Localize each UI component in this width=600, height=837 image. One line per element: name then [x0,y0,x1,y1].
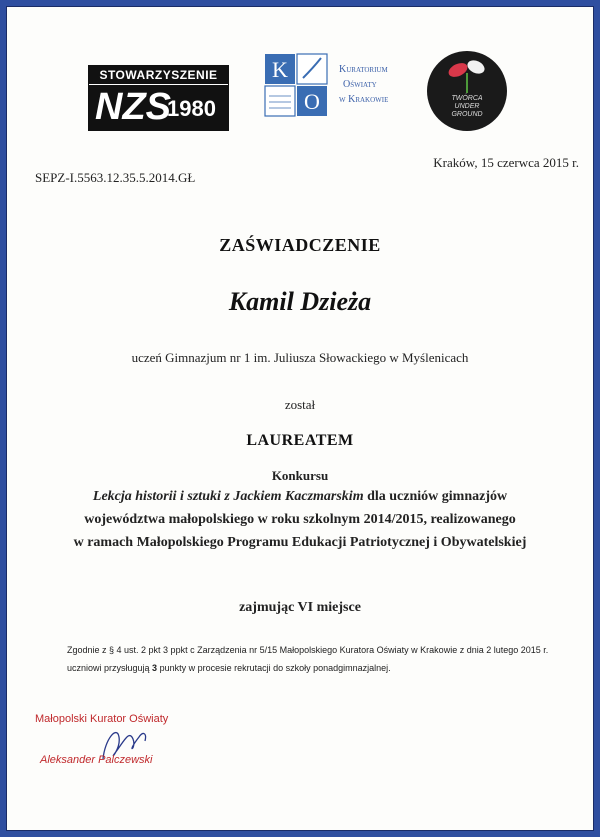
competition-label: Konkursu [271,468,329,483]
signature-person: Aleksander Palczewski [40,754,153,766]
svg-text:K: K [272,57,288,82]
svg-text:O: O [304,89,320,114]
kuratorium-logo-icon [259,50,343,124]
nzs-logo [88,65,229,131]
recipient-name: Kamil Dzieża [228,287,372,316]
laureate-title: LAUREATEM [246,432,354,449]
document-title: ZAŚWIADCZENIE [219,235,381,255]
sprout-icon [427,51,507,95]
student-info: uczeń Gimnazjum nr 1 im. Juliusza Słowackiego w Myślenicach [131,350,469,365]
nzs-logo-year: 1980 [167,96,216,121]
signature-office: Małopolski Kurator Oświaty [35,713,169,725]
badge-text: TWÓRCA UNDER GROUND [451,95,483,118]
reference-number: SEPZ-I.5563.12.35.5.2014.GŁ [35,170,196,185]
legal-note: Zgodnie z § 4 ust. 2 pkt 3 ppkt c Zarządzenia nr 5/15 Małopolskiego Kuratora Oświaty w Krakowie z dnia 2 lutego 2015 r. uczniowi przysługują 3 punkty w procesie rekrutacji do szkoły ponadgimnazjalnej. [67,645,549,673]
nzs-logo-top: STOWARZYSZENIE [89,66,228,84]
issue-date: Kraków, 15 czerwca 2015 r. [433,155,579,170]
kuratorium-logo-text: Kuratorium Oświaty w Krakowie [339,64,389,105]
competition-name: Lekcja historii i sztuki z Jackiem Kaczmarskim [92,489,364,504]
placement-text: zajmując VI miejsce [239,600,361,615]
became-text: został [284,397,316,412]
underground-badge [427,51,507,131]
document-page [7,7,593,830]
competition-description: Lekcja historii i sztuki z Jackiem Kaczmarskim dla uczniów gimnazjów województwa małopolskiego w roku szkolnym 2014/2015, realizowanego w ramach Małopolskiego Programu Edukacji Patriotycznej i Obywatelskiej [73,489,527,550]
nzs-logo-letters: NZS [95,86,171,128]
